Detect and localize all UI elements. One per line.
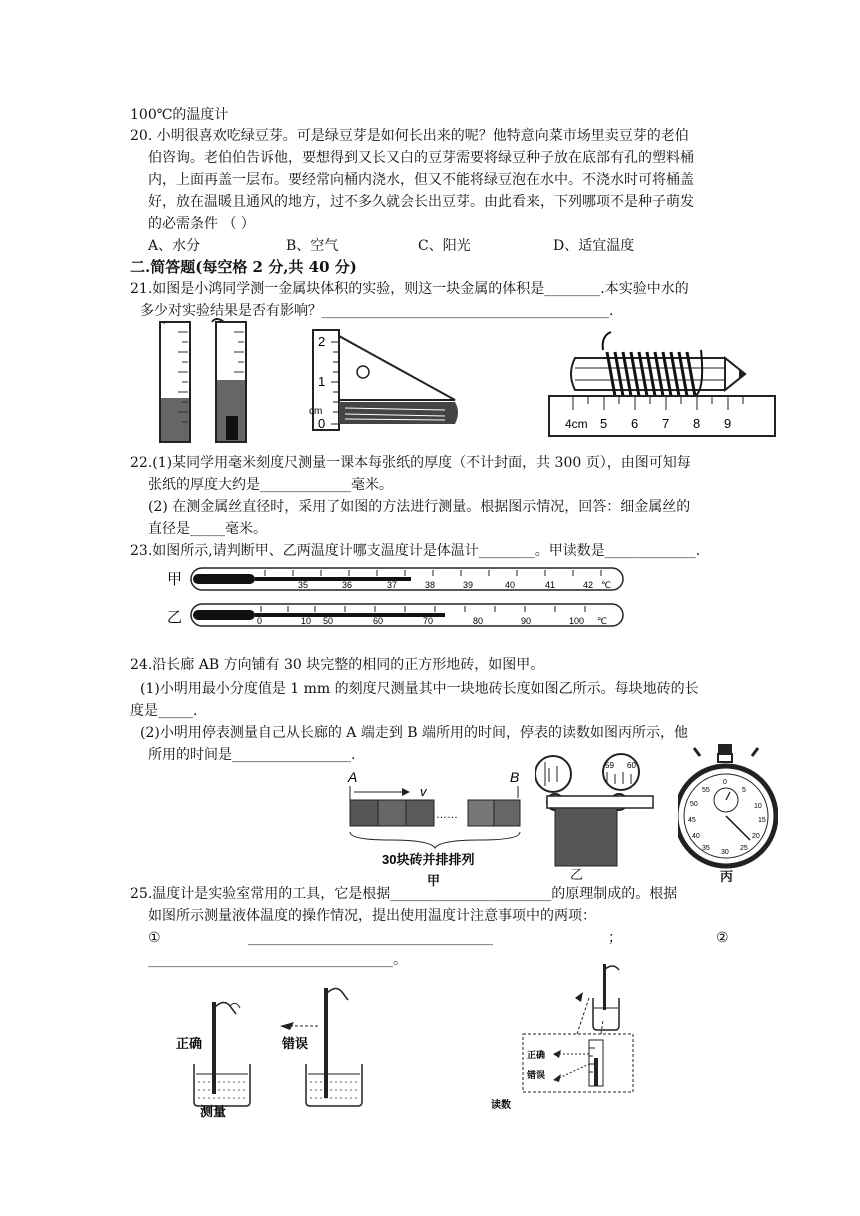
q20-option-a: A、水分	[148, 238, 201, 254]
tiles-caption: 30块砖并排排列	[382, 852, 475, 867]
point-b-label: B	[510, 769, 520, 785]
thermo-label-yi: 乙	[167, 609, 183, 626]
watch-num-30: 30	[721, 849, 729, 856]
ruler-label-cm: cm	[309, 406, 323, 417]
watch-num-25: 25	[740, 845, 748, 852]
read-wrong-label: 错误	[527, 1070, 546, 1080]
ruler2-label-5: 5	[600, 416, 608, 431]
q24-line4: (2)小明用停表测量自己从长廊的 A 端走到 B 端所用的时间，停表的读数如图丙所示，他	[140, 725, 689, 741]
watch-num-10: 10	[754, 803, 762, 810]
thermometer-read-figure	[485, 962, 645, 1110]
thermometers-figure	[165, 562, 635, 636]
ruler-label-1: 1	[318, 374, 326, 389]
measure-correct-label: 正确	[176, 1036, 203, 1051]
jia-scale-36: 36	[342, 580, 353, 590]
figure-label-bing: 丙	[720, 870, 734, 885]
yi-scale-90: 90	[521, 616, 532, 626]
jia-scale-unit: ℃	[601, 580, 612, 590]
tiles-figure	[340, 768, 530, 878]
q22-line4: 直径是_____毫米。	[148, 521, 267, 537]
yi-scale-70: 70	[423, 616, 434, 626]
point-a-label: A	[348, 769, 358, 785]
q25-semicolon: ；	[608, 930, 622, 946]
q20-line1: 20. 小明很喜欢吃绿豆芽。可是绿豆芽是如何长出来的呢？他特意向菜市场里卖豆芽的老伯	[130, 128, 689, 144]
q20-line3: 内，上面再盖一层布。要经常向桶内浇水，但又不能将绿豆泡在水中。不浇水时可将桶盖	[148, 172, 694, 188]
jia-scale-38: 38	[425, 580, 436, 590]
ruler-label-0: 0	[318, 416, 326, 431]
ruler2-label-4cm: 4cm	[565, 417, 588, 431]
measure-wrong-label: 错误	[282, 1036, 309, 1051]
yi-scale-50: 50	[323, 616, 334, 626]
thermo-label-jia: 甲	[167, 571, 183, 588]
q25-blank-1: ___________________________________	[248, 930, 493, 946]
velocity-label: v	[420, 784, 427, 799]
q24-line1: 24.沿长廊 AB 方向铺有 30 块完整的相同的正方形地砖，如图甲。	[130, 657, 545, 673]
section-heading: 二.简答题(每空格 2 分,共 40 分)	[130, 258, 357, 276]
q20-option-c: C、阳光	[418, 238, 471, 254]
q25-line2: 如图所示测量液体温度的操作情况，提出使用温度计注意事项中的两项：	[148, 908, 596, 924]
q24-line5: 所用的时间是_________________.	[148, 747, 356, 763]
q20-line5: 的必需条件 （ ）	[148, 216, 255, 232]
q20-option-d: D、适宜温度	[553, 238, 635, 254]
jia-scale-37: 37	[387, 580, 398, 590]
watch-num-0: 0	[723, 779, 727, 786]
yi-scale-80: 80	[473, 616, 484, 626]
jia-scale-40: 40	[505, 580, 516, 590]
yi-scale-10: 10	[301, 616, 312, 626]
q21-line1: 21.如图是小鸿同学测一金属块体积的实验，则这一块金属的体积是________.本实验中水的	[130, 281, 689, 297]
q22-line1: 22.(1)某同学用毫米刻度尺测量一课本每张纸的厚度（不计封面，共 300 页），由图可知每	[130, 455, 691, 471]
q24-line2: (1)小明用最小分度值是 1 mm 的刻度尺测量其中一块地砖长度如图乙所示。每块地砖的长	[140, 681, 699, 697]
jia-scale-41: 41	[545, 580, 556, 590]
thermometer-jia	[191, 568, 623, 590]
q20-option-b: B、空气	[286, 238, 339, 254]
tiles-ellipsis: ……	[436, 809, 458, 821]
cylinder-right	[212, 319, 246, 442]
figure-label-jia: 甲	[427, 874, 441, 889]
q21-line2: 多少对实验结果是否有影响？_________________________________________.	[140, 303, 614, 319]
watch-num-5: 5	[742, 787, 746, 794]
q25-circle-1: ①	[148, 930, 161, 946]
watch-num-15: 15	[758, 817, 766, 824]
ruler2-label-7: 7	[662, 416, 670, 431]
triangle-ruler-figure	[305, 328, 465, 434]
thermometer-yi	[191, 604, 623, 626]
q20-line2: 伯咨询。老伯伯告诉他，要想得到又长又白的豆芽需要将绿豆种子放在底部有孔的塑料桶	[148, 150, 694, 166]
q22-line2: 张纸的厚度大约是_____________毫米。	[148, 477, 393, 493]
q25-blank-2: ___________________________________。	[148, 952, 407, 968]
figure-label-yi: 乙	[570, 868, 584, 883]
tile-ruler-figure	[535, 752, 660, 870]
ruler2-label-8: 8	[693, 416, 701, 431]
q20-line4: 好，放在温暖且通风的地方，过不多久就会长出豆芽。由此看来，下列哪项不是种子萌发	[148, 194, 694, 210]
watch-num-55: 55	[702, 787, 710, 794]
q22-line3: (2) 在测金属丝直径时，采用了如图的方法进行测量。根据图示情况，回答：细金属丝的	[148, 499, 691, 515]
yi-scale-0: 0	[257, 616, 263, 626]
yi-scale-100: 100	[569, 616, 585, 626]
ruler-label-2: 2	[318, 334, 326, 349]
watch-num-20: 20	[752, 833, 760, 840]
thermometer-measure-figure	[170, 978, 400, 1122]
jia-scale-42: 42	[583, 580, 594, 590]
watch-num-45: 45	[688, 817, 696, 824]
ruler-num-59: 59	[605, 761, 614, 770]
cylinder-left	[160, 322, 190, 442]
read-caption: 读数	[491, 1100, 511, 1110]
watch-num-35: 35	[702, 845, 710, 852]
wire-coil-ruler-figure	[545, 330, 785, 438]
jia-scale-35: 35	[298, 580, 309, 590]
graduated-cylinders-figure	[150, 318, 270, 444]
measure-caption: 测量	[200, 1104, 227, 1119]
watch-num-40: 40	[692, 833, 700, 840]
read-correct-label: 正确	[527, 1050, 546, 1060]
q25-line1: 25.温度计是实验室常用的工具，它是根据_______________________的原理制成的。根据	[130, 886, 678, 902]
q23-line1: 23.如图所示,请判断甲、乙两温度计哪支温度计是体温计________。甲读数是_____________.	[130, 543, 701, 559]
stopwatch-figure	[678, 742, 778, 872]
q25-circle-2: ②	[716, 930, 729, 946]
ruler2-label-6: 6	[631, 416, 639, 431]
jia-scale-39: 39	[463, 580, 474, 590]
ruler-num-60: 60	[627, 761, 636, 770]
watch-num-50: 50	[690, 801, 698, 808]
yi-scale-60: 60	[373, 616, 384, 626]
ruler2-label-9: 9	[724, 416, 732, 431]
q24-line3: 度是_____.	[130, 703, 198, 719]
q19-tail: 100℃的温度计	[130, 107, 229, 123]
yi-scale-unit: ℃	[597, 616, 608, 626]
